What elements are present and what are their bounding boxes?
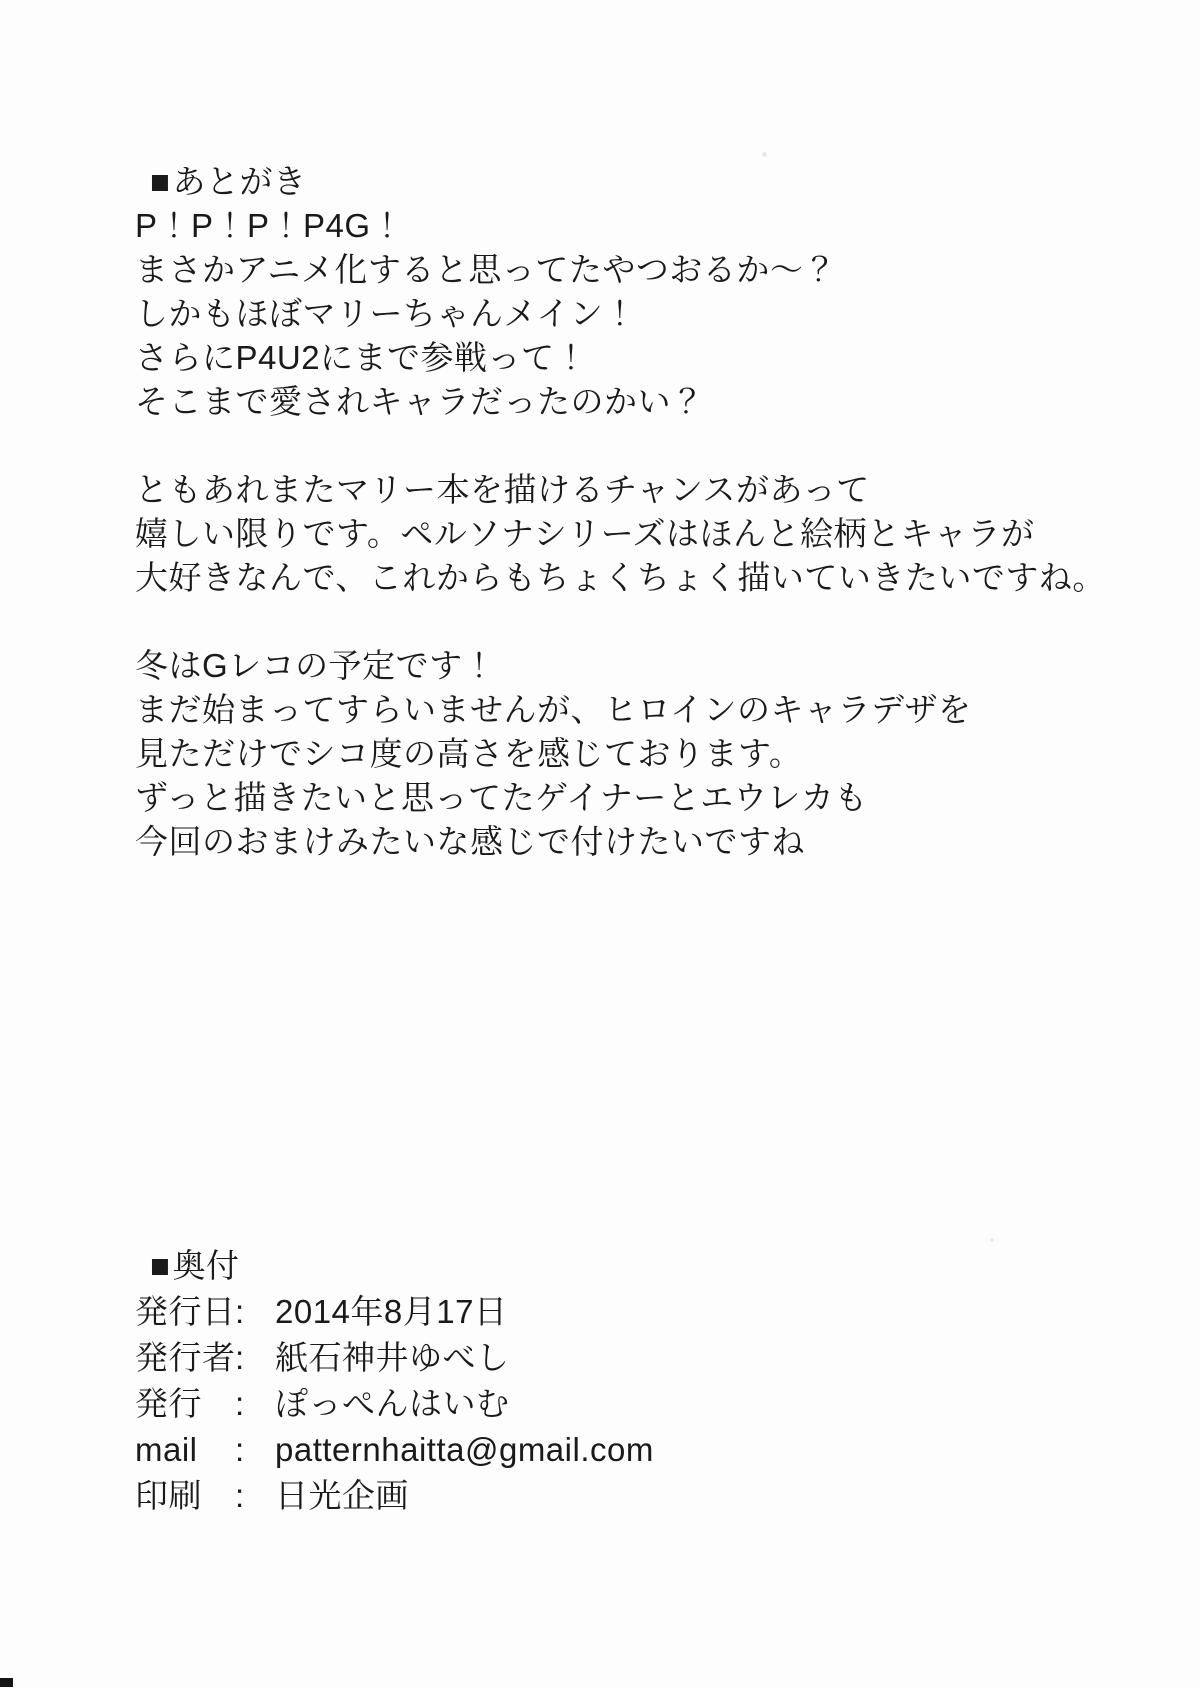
scan-artifact-speck xyxy=(762,152,767,157)
black-square-marker: ■ xyxy=(150,163,171,200)
colophon-value: ぽっぺんはいむ xyxy=(275,1385,510,1422)
colophon-row xyxy=(135,1335,654,1381)
scan-artifact-corner xyxy=(0,1678,13,1687)
colophon-label: 発行者 xyxy=(135,1339,236,1376)
colophon-heading-text: 奥付 xyxy=(172,1247,240,1284)
scan-artifact-speck xyxy=(990,1238,994,1242)
text-line: 嬉しい限りです。ペルソナシリーズはほんと絵柄とキャラが xyxy=(135,515,1035,552)
text-line: まだ始まってすらいませんが、ヒロインのキャラデザを xyxy=(135,691,972,728)
text-line: ともあれまたマリー本を描けるチャンスがあって xyxy=(135,471,870,508)
text-line: 大好きなんで、これからもちょくちょく描いていきたいですね。 xyxy=(135,559,1106,596)
colophon-value: 日光企画 xyxy=(275,1477,409,1514)
colophon-row xyxy=(135,1473,654,1519)
colophon-separator: : xyxy=(235,1431,245,1468)
afterword-paragraph xyxy=(135,204,1106,424)
colophon-label: mail xyxy=(135,1431,198,1468)
afterword-paragraph xyxy=(135,468,1106,600)
colophon-label: 発行 xyxy=(135,1385,202,1422)
colophon-section xyxy=(135,1243,654,1519)
colophon-row xyxy=(135,1289,654,1335)
colophon-heading xyxy=(135,1243,654,1289)
colophon-separator: : xyxy=(235,1477,245,1514)
colophon-value: 2014年8月17日 xyxy=(275,1293,508,1330)
black-square-marker: ■ xyxy=(150,1247,171,1284)
colophon-row xyxy=(135,1427,654,1473)
colophon-value: patternhaitta@gmail.com xyxy=(275,1431,654,1468)
colophon-separator: : xyxy=(235,1293,245,1330)
colophon-value: 紙石神井ゆべし xyxy=(275,1339,510,1376)
colophon-separator: : xyxy=(235,1385,245,1422)
text-line: 冬はGレコの予定です！ xyxy=(135,647,497,684)
afterword-section xyxy=(135,160,1106,864)
text-line: P！P！P！P4G！ xyxy=(135,207,405,244)
colophon-label: 印刷 xyxy=(135,1477,202,1514)
text-line: そこまで愛されキャラだったのかい？ xyxy=(135,383,705,420)
text-line: 見ただけでシコ度の高さを感じております。 xyxy=(135,735,803,772)
colophon-body xyxy=(135,1289,654,1519)
colophon-separator: : xyxy=(235,1339,245,1376)
text-line: 今回のおまけみたいな感じで付けたいですね xyxy=(135,823,805,860)
text-line: しかもほぼマリーちゃんメイン！ xyxy=(135,295,637,332)
afterword-body xyxy=(135,204,1106,864)
text-line: まさかアニメ化すると思ってたやつおるか～？ xyxy=(135,251,837,288)
text-line: ずっと描きたいと思ってたゲイナーとエウレカも xyxy=(135,779,868,816)
afterword-paragraph xyxy=(135,644,1106,864)
colophon-label: 発行日 xyxy=(135,1293,236,1330)
text-line: さらにP4U2にまで参戦って！ xyxy=(135,339,589,376)
colophon-row xyxy=(135,1381,654,1427)
afterword-heading xyxy=(135,160,1106,204)
afterword-heading-text: あとがき xyxy=(172,163,307,200)
